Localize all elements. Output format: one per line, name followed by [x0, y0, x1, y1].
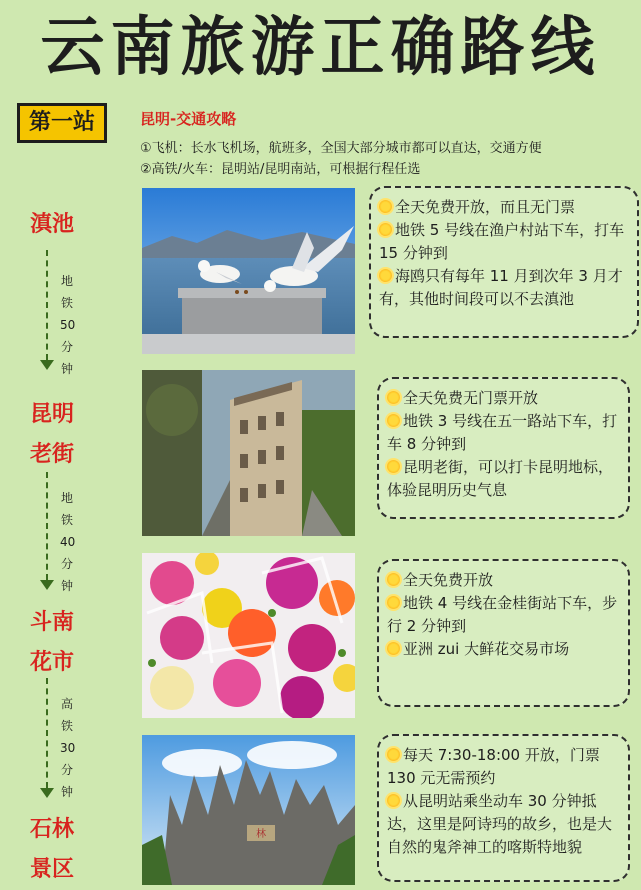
station-badge: 第一站: [17, 103, 107, 143]
stop-name-line: 昆明: [29, 402, 74, 427]
stop-name-line: 斗南: [29, 610, 74, 635]
route-connector-1: [38, 250, 76, 376]
info-line: [387, 638, 618, 661]
info-text: 从昆明站乘坐动车 30 分钟抵达，这里是阿诗玛的故乡，也是大自然的鬼斧神工的喀斯特地貌: [387, 792, 613, 856]
info-text: 地铁 5 号线在渔户村站下车，打车 15 分钟到: [379, 221, 625, 262]
stop-name-line: 石林: [29, 817, 74, 842]
route-char: 地: [60, 491, 73, 505]
info-line: [387, 744, 618, 790]
info-line: [387, 569, 618, 592]
sun-icon: [387, 414, 400, 427]
info-line: [387, 410, 618, 456]
route-dashed-line: [46, 678, 48, 788]
sun-icon: [387, 596, 400, 609]
route-label: [60, 693, 74, 803]
sun-icon: [387, 573, 400, 586]
info-text: 全天免费无门票开放: [403, 389, 539, 407]
route-char: 分: [60, 557, 73, 571]
info-box-stone-forest: [377, 734, 630, 882]
stone-forest-sign: 林: [256, 829, 266, 840]
stop-name-line: 老街: [29, 442, 74, 467]
route-char: 分: [60, 340, 73, 354]
info-line: [387, 456, 618, 502]
info-text: 亚洲 zui 大鲜花交易市场: [403, 640, 570, 658]
stop-name-old-street: [22, 395, 82, 475]
info-text: 海鸥只有每年 11 月到次年 3 月才有，其他时间段可以不去滇池: [379, 267, 623, 308]
route-char: 钟: [60, 785, 73, 799]
route-char: 地: [60, 274, 73, 288]
page-title: 云南旅游正确路线: [40, 11, 601, 85]
transport-line-plane: ①飞机：长水飞机场，航班多，全国大部分城市都可以直达，交通方便: [140, 141, 542, 156]
route-label: [60, 487, 74, 597]
stop-name-flower-market: [22, 603, 82, 683]
info-text: 地铁 3 号线在五一路站下车，打车 8 分钟到: [387, 412, 618, 453]
route-char: 铁: [60, 296, 73, 310]
route-char: 高: [60, 697, 73, 711]
info-text: 全天免费开放: [403, 571, 494, 589]
info-line: [379, 219, 627, 265]
info-box-dianchi: [369, 186, 639, 338]
info-text: 全天免费开放，而且无门票: [395, 198, 576, 216]
info-line: [379, 265, 627, 311]
info-text: 每天 7:30-18:00 开放，门票 130 元无需预约: [387, 746, 600, 787]
route-dashed-line: [46, 472, 48, 580]
sun-icon: [379, 269, 392, 282]
arrow-down-icon: [40, 360, 54, 370]
info-line: [379, 196, 627, 219]
route-char: 分: [60, 763, 73, 777]
route-dashed-line: [46, 250, 48, 360]
sun-icon: [387, 794, 400, 807]
route-char: 铁: [60, 719, 73, 733]
info-line: [387, 790, 618, 859]
transport-line-train: ②高铁/火车：昆明站/昆明南站，可根据行程任选: [140, 162, 421, 177]
photo-stone-forest: [142, 735, 355, 885]
arrow-down-icon: [40, 580, 54, 590]
sun-icon: [387, 642, 400, 655]
photo-dounan-flowers: [142, 553, 355, 718]
route-char: 钟: [60, 579, 73, 593]
sun-icon: [387, 460, 400, 473]
stop-name-line: 花市: [29, 650, 74, 675]
info-box-old-street: [377, 377, 630, 519]
info-line: [387, 592, 618, 638]
stop-name-line: 滇池: [29, 212, 74, 237]
sun-icon: [387, 748, 400, 761]
info-line: [387, 387, 618, 410]
route-char: 40: [60, 535, 76, 549]
stop-name-stone-forest: [22, 810, 82, 890]
route-char: 30: [60, 741, 76, 755]
info-text: 地铁 4 号线在金桂街站下车，步行 2 分钟到: [387, 594, 618, 635]
route-char: 钟: [60, 362, 73, 376]
route-char: 50: [60, 318, 76, 332]
route-char: 铁: [60, 513, 73, 527]
info-text: 昆明老街，可以打卡昆明地标，体验昆明历史气息: [387, 458, 614, 499]
route-connector-2: [38, 472, 76, 593]
arrow-down-icon: [40, 788, 54, 798]
sun-icon: [387, 391, 400, 404]
photo-dianchi-seagulls: [142, 188, 355, 354]
route-connector-3: [38, 678, 76, 803]
photo-kunming-old-street: [142, 370, 355, 536]
stop-name-dianchi: [22, 205, 82, 245]
info-box-flower-market: [377, 559, 630, 707]
sun-icon: [379, 223, 392, 236]
stop-name-line: 景区: [29, 857, 74, 882]
transport-heading: 昆明-交通攻略: [140, 110, 237, 128]
route-label: [60, 270, 74, 380]
sun-icon: [379, 200, 392, 213]
